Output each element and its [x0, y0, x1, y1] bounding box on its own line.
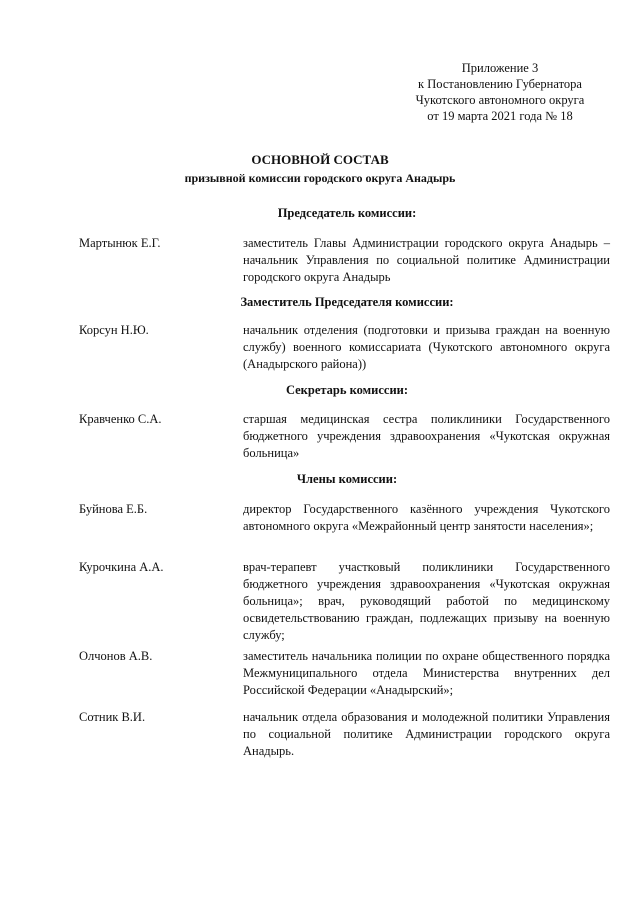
appendix-line: Чукотского автономного округа — [415, 93, 585, 107]
person-position: начальник отделения (подготовки и призыва граждан на военную службу) военного комиссариата (Чукотского автономного округа (Анадырского района)) — [243, 323, 610, 371]
appendix-block — [380, 60, 620, 124]
person-position: старшая медицинская сестра поликлиники Государственного бюджетного учреждения здравоохранения «Чукотская окружная больница» — [243, 412, 610, 460]
person-name: Сотник В.И. — [79, 710, 146, 724]
person-name: Мартынюк Е.Г. — [79, 236, 161, 250]
person-name: Корсун Н.Ю. — [79, 323, 149, 337]
person-name: Олчонов А.В. — [79, 649, 153, 663]
document-subtitle: призывной комиссии городского округа Анадырь — [184, 171, 456, 185]
appendix-line: от 19 марта 2021 года № 18 — [427, 109, 573, 123]
appendix-line: Приложение 3 — [461, 61, 539, 75]
section-heading-chairman: Председатель комиссии: — [277, 206, 417, 220]
person-name: Курочкина А.А. — [79, 560, 164, 574]
document-title: ОСНОВНОЙ СОСТАВ — [251, 152, 389, 167]
person-position: врач-терапевт участковый поликлиники Государственного бюджетного учреждения здравоохранения «Чукотская окружная больница»; врач, руководящий работой по медицинскому освидетельствованию граждан, подлежащих призыву на военную службу; — [243, 560, 610, 642]
person-name: Кравченко С.А. — [79, 412, 162, 426]
person-name: Буйнова Е.Б. — [79, 502, 148, 516]
person-position: заместитель Главы Администрации городского округа Анадырь – начальник Управления по социальной политике Администрации городского округа Анадырь — [243, 236, 610, 284]
section-heading-secretary: Секретарь комиссии: — [285, 383, 409, 397]
person-position: заместитель начальника полиции по охране общественного порядка Межмуниципального отдела Министерства внутренних дел Российской Федерации «Анадырский»; — [243, 649, 610, 697]
section-heading-deputy: Заместитель Председателя комиссии: — [240, 295, 454, 309]
section-heading-members: Члены комиссии: — [296, 472, 398, 486]
person-position: директор Государственного казённого учреждения Чукотского автономного округа «Межрайонный центр занятости населения»; — [243, 502, 610, 533]
person-position: начальник отдела образования и молодежной политики Управления по социальной политике Администрации городского округа Анадырь. — [243, 710, 610, 758]
appendix-line: к Постановлению Губернатора — [418, 77, 582, 91]
